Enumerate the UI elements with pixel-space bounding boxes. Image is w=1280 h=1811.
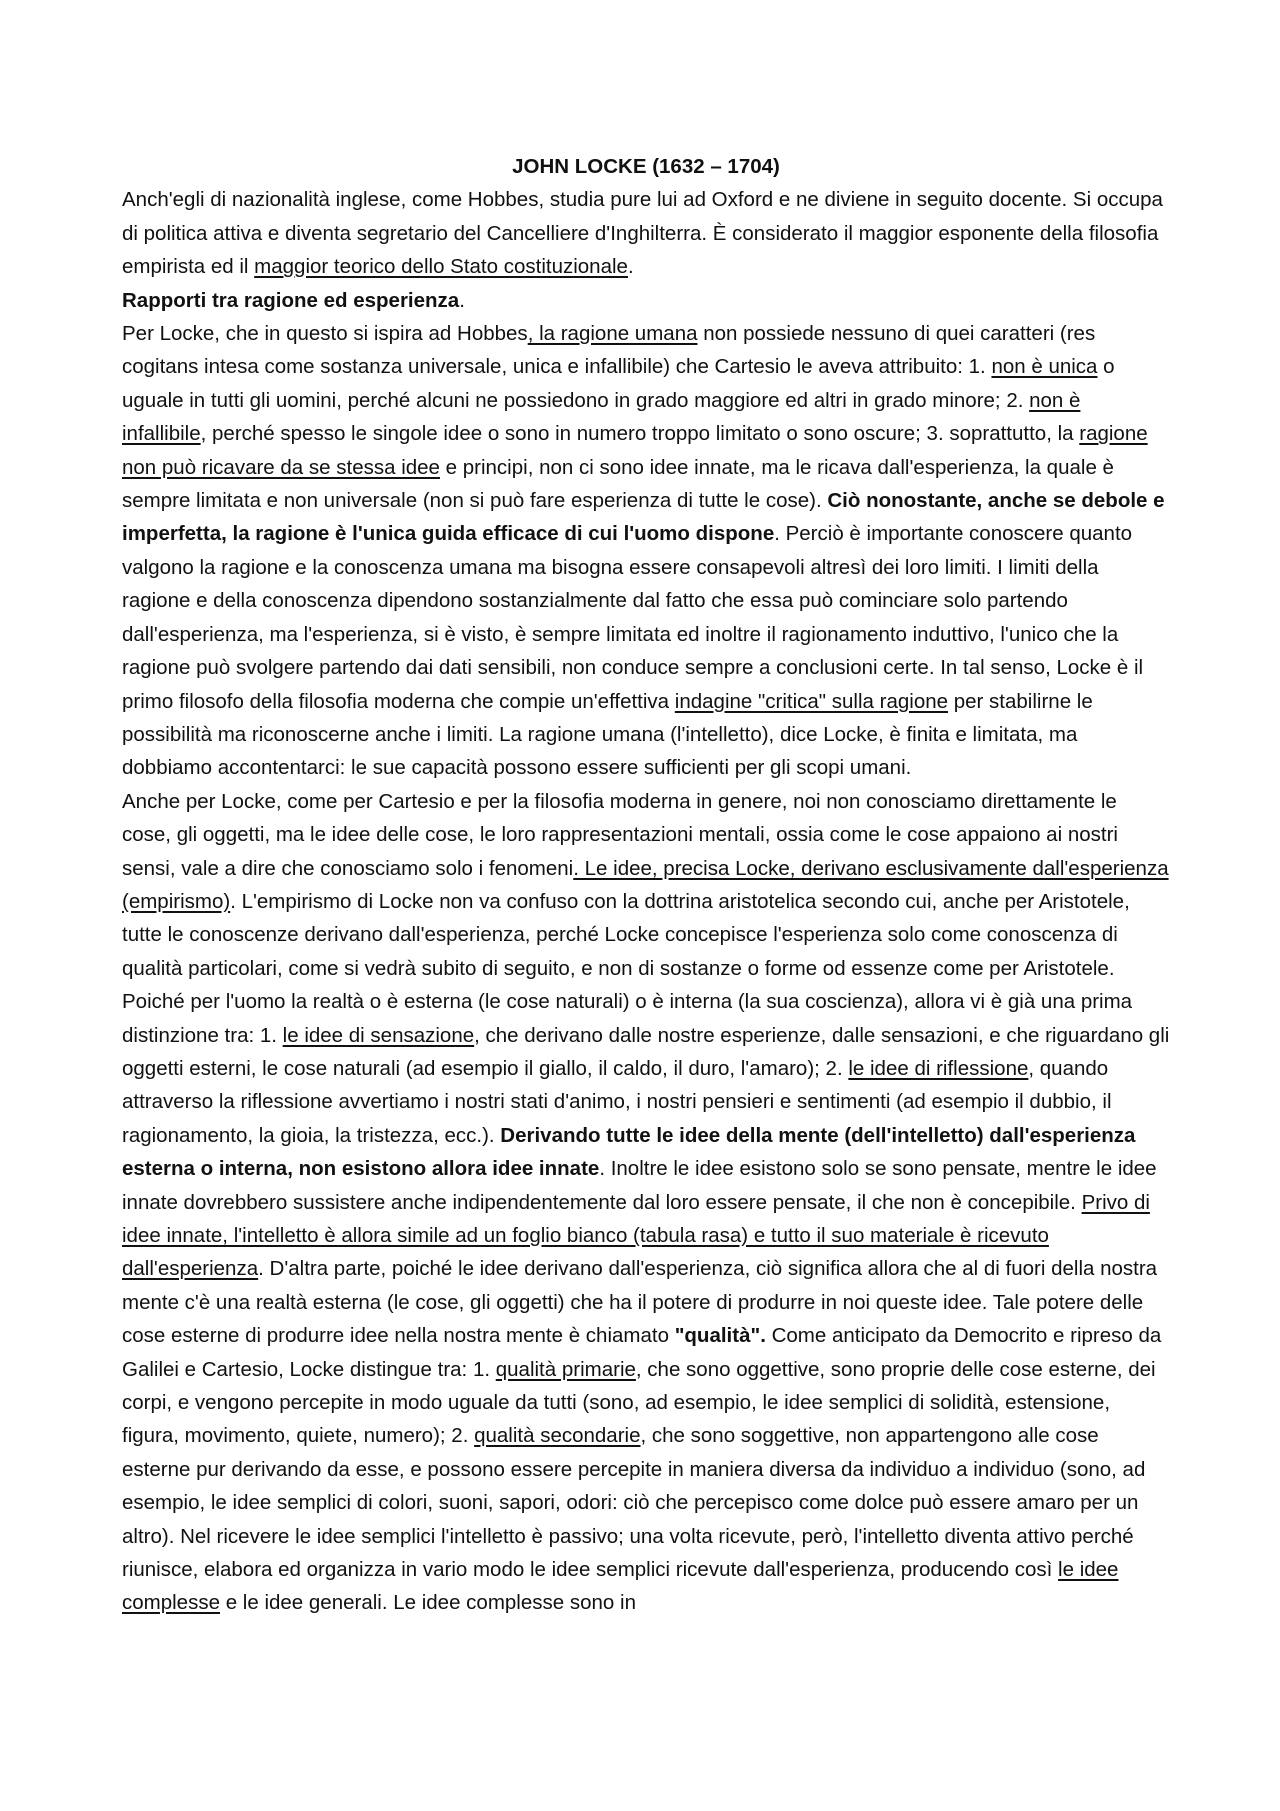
paragraph-reason [122, 317, 1170, 785]
underlined-phrase: non è unica [991, 355, 1098, 379]
underlined-phrase: Privo di idee innate, l'intelletto è allora simile ad un foglio bianco (tabula rasa) e tutto il suo materiale è ricevuto dall'esperienza [122, 1190, 1150, 1281]
text-run: e principi, non ci sono idee innate, ma le ricava dall'esperienza, la quale è sempre limitata e non universale (non si può fare esperienza di tutte le cose). [122, 455, 1114, 513]
bold-phrase: "qualità". [674, 1324, 766, 1348]
text-run: non possiede nessuno di quei caratteri (res cogitans intesa come sostanza universale, unica e infallibile) che Cartesio le aveva attribuito: 1. [122, 322, 1096, 379]
text-run: , quando attraverso la riflessione avvertiamo i nostri stati d'animo, i nostri pensieri e sentimenti (ad esempio il dubbio, il ragionamento, la gioia, la tristezza, ecc.). [122, 1056, 1112, 1147]
section-heading-text: Rapporti tra ragione ed esperienza [122, 288, 460, 312]
underlined-phrase: ragione non può ricavare da se stessa idee [122, 422, 1148, 479]
text-run: . Inoltre le idee esistono solo se sono pensate, mentre le idee innate dovrebbero sussistere anche indipendentemente dal loro essere pensate, il che non è concepibile. [122, 1157, 1157, 1214]
text-run: , che sono oggettive, sono proprie delle cose esterne, dei corpi, e vengono percepite in modo uguale da tutti (sono, ad esempio, le idee semplici di solidità, estensione, figura, movimento, quiete, numero); 2. [122, 1357, 1156, 1448]
text-run: . Perciò è importante conoscere quanto valgono la ragione e la conoscenza umana ma bisogna essere consapevoli altresì dei loro limiti. I limiti della ragione e della conoscenza dipendono sostanzialmente dal fatto che essa può cominciare solo partendo dall'esperienza, ma l'esperienza, si è visto, è sempre limitata ed inoltre il ragionamento induttivo, l'unico che la ragione può svolgere partendo dai dati sensibili, non conduce sempre a conclusioni certe. In tal senso, Locke è il primo filosofo della filosofia moderna che compie un'effettiva [122, 522, 1144, 713]
text-run: e le idee generali. Le idee complesse sono in [220, 1591, 636, 1615]
paragraph-intro [122, 183, 1170, 283]
text-run: , che sono soggettive, non appartengono alle cose esterne pur derivando da esse, e possono essere percepite in maniera diversa da individuo a individuo (sono, ad esempio, le idee semplici di colori, suoni, sapori, odori: ciò che percepisco come dolce può essere amaro per un altro). Nel ricevere le idee semplici l'intelletto è passivo; una volta ricevute, però, l'intelletto diventa attivo perché riunisce, elabora ed organizza in vario modo le idee semplici ricevute dall'esperienza, producendo così [122, 1424, 1146, 1582]
document-page [122, 150, 1170, 1620]
section-heading [122, 284, 1170, 317]
text-run: , perché spesso le singole idee o sono in numero troppo limitato o sono oscure; 3. soprattutto, la [200, 422, 1080, 446]
text-run: Anch'egli di nazionalità inglese, come Hobbes, studia pure lui ad Oxford e ne diviene in seguito docente. Si occupa di politica attiva e diventa segretario del Cancelliere d'Inghilterra. È considerato il maggior esponente della filosofia empirista ed il [122, 188, 1163, 279]
underlined-phrase: maggior teorico dello Stato costituzionale [254, 255, 628, 279]
underlined-phrase: le idee di sensazione [282, 1023, 475, 1047]
text-run: . L'empirismo di Locke non va confuso con la dottrina aristotelica secondo cui, anche per Aristotele, tutte le conoscenze derivano dall'esperienza, perché Locke concepisce l'esperienza solo come conoscenza di qualità particolari, come si vedrà subito di seguito, e non di sostanze o forme od essenze come per Aristotele. Poiché per l'uomo la realtà o è esterna (le cose naturali) o è interna (la sua coscienza), allora vi è già una prima distinzione tra: 1. [122, 889, 1133, 1047]
bold-phrase: Derivando tutte le idee della mente (dell'intelletto) dall'esperienza esterna o interna, non esistono allora idee innate [122, 1123, 1136, 1181]
underlined-phrase: le idee di riflessione [848, 1056, 1029, 1080]
text-run: . [627, 255, 634, 279]
bold-phrase: Ciò nonostante, anche se debole e imperfetta, la ragione è l'unica guida efficace di cui l'uomo dispone [122, 489, 1165, 546]
underlined-phrase: non è infallibile [122, 388, 1081, 446]
paragraph-ideas [122, 785, 1170, 1620]
text-run: , che derivano dalle nostre esperienze, dalle sensazioni, e che riguardano gli oggetti esterni, le cose naturali (ad esempio il giallo, il caldo, il duro, l'amaro); 2. [122, 1023, 1170, 1080]
text-run: per stabilirne le possibilità ma riconoscerne anche i limiti. La ragione umana (l'intelletto), dice Locke, è finita e limitata, ma dobbiamo accontentarci: le sue capacità possono essere sufficienti per gli scopi umani. [122, 689, 1093, 780]
text-run: Per Locke, che in questo si ispira ad Hobbes [122, 322, 528, 346]
text-run: Come anticipato da Democrito e ripreso da Galilei e Cartesio, Locke distingue tra: 1. [122, 1324, 1162, 1381]
text-run: . [459, 288, 465, 312]
underlined-phrase: le idee complesse [122, 1558, 1119, 1615]
underlined-phrase: indagine "critica" sulla ragione [674, 689, 949, 713]
underlined-phrase: , la ragione umana [527, 322, 698, 346]
text-run: o uguale in tutti gli uomini, perché alcuni ne possiedono in grado maggiore ed altri in grado minore; 2. [122, 355, 1115, 412]
underlined-phrase: . Le idee, precisa Locke, derivano esclusivamente dall'esperienza (empirismo) [122, 856, 1169, 913]
text-run: . D'altra parte, poiché le idee derivano dall'esperienza, ciò significa allora che al di fuori della nostra mente c'è una realtà esterna (le cose, gli oggetti) che ha il potere di produrre in noi queste idee. Tale potere delle cose esterne di produrre idee nella nostra mente è chiamato [122, 1257, 1158, 1348]
underlined-phrase: qualità primarie [495, 1357, 636, 1381]
page-title: JOHN LOCKE (1632 – 1704) [512, 155, 780, 178]
underlined-phrase: qualità secondarie [474, 1424, 641, 1448]
text-run: Anche per Locke, come per Cartesio e per la filosofia moderna in genere, noi non conosciamo direttamente le cose, gli oggetti, ma le idee delle cose, le loro rappresentazioni mentali, ossia come le cose appaiono ai nostri sensi, vale a dire che conosciamo solo i fenomeni [122, 789, 1118, 880]
